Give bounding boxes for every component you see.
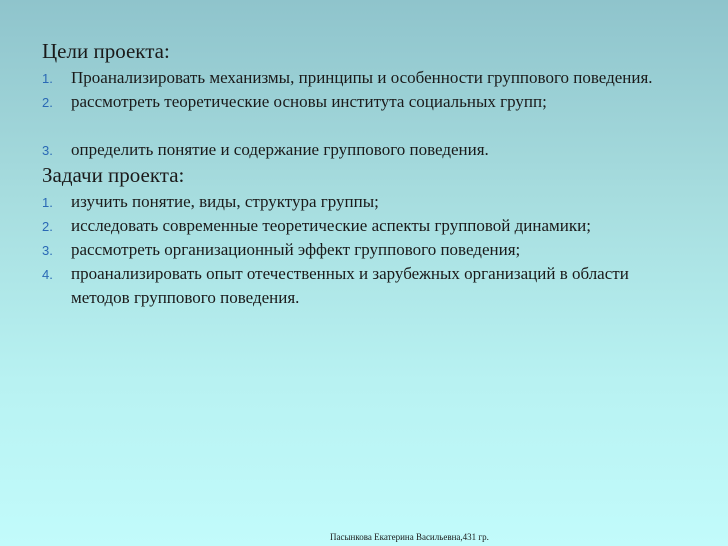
list-number: 4. (42, 267, 53, 282)
list-item-text: проанализировать опыт отечественных и зарубежных организаций в области методов группового поведения. (71, 264, 629, 307)
list-number: 3. (42, 243, 53, 258)
goals-list (42, 66, 682, 162)
list-number: 2. (42, 219, 53, 234)
list-item-text: изучить понятие, виды, структура группы; (71, 192, 379, 211)
list-item-text: Проанализировать механизмы, принципы и особенности группового поведения. (71, 68, 653, 87)
tasks-list (42, 190, 682, 310)
list-number: 2. (42, 95, 53, 110)
list-item-text: определить понятие и содержание группового поведения. (71, 140, 489, 159)
list-number: 1. (42, 195, 53, 210)
goals-list-item (42, 90, 682, 114)
tasks-list-item (42, 190, 682, 214)
list-number: 1. (42, 71, 53, 86)
tasks-list-item (42, 238, 682, 262)
list-spacer (42, 114, 682, 138)
tasks-heading: Задачи проекта: (42, 163, 185, 187)
goals-list-item (42, 66, 682, 90)
goals-list-item (42, 138, 682, 162)
footer-author: Пасынкова Екатерина Васильевна,431 гр. (330, 532, 489, 542)
list-item-text: исследовать современные теоретические аспекты групповой динамики; (71, 216, 591, 235)
slide-content (42, 38, 682, 310)
list-item-text: рассмотреть теоретические основы института социальных групп; (71, 92, 547, 111)
list-item-text: рассмотреть организационный эффект группового поведения; (71, 240, 521, 259)
tasks-list-item (42, 262, 682, 310)
list-number: 3. (42, 143, 53, 158)
goals-heading: Цели проекта: (42, 39, 170, 63)
tasks-list-item (42, 214, 682, 238)
